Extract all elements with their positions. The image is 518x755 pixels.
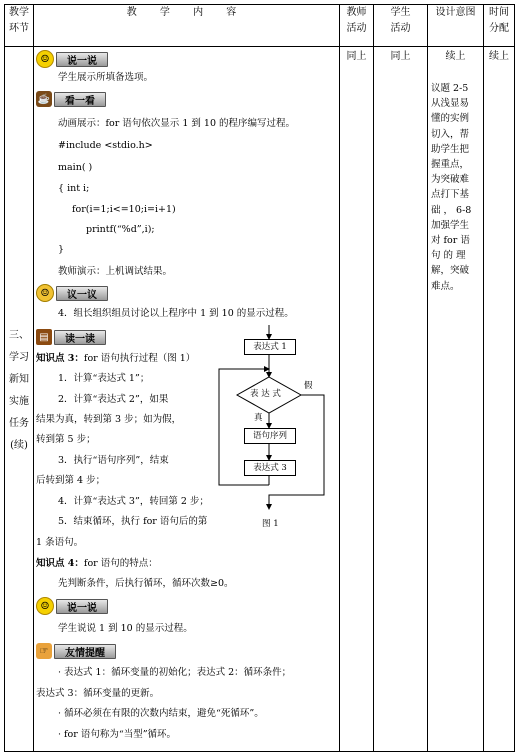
flow-expr3-box: 表达式 3 <box>244 460 296 476</box>
section-shuoyishuo-1: ☺ 说一说 <box>36 51 108 67</box>
flow-stmt-box: 语句序列 <box>244 428 296 444</box>
design-intent-text: 议题 2-5 从浅显易 懂的实例 切入，帮 助学生把 握重点， 为突破难 点打下基 础 ， 6-8 加强学生 对 for 语 句 的 理 解，突破 难点。 <box>431 83 472 292</box>
smile-icon: ☺ <box>36 597 54 615</box>
coffee-cup-icon: ☕ <box>36 91 52 107</box>
flow-true-label: 真 <box>254 413 263 423</box>
header-stage: 教学 环节 <box>5 5 34 47</box>
section-shuoyishuo-2: ☺ 说一说 <box>36 598 108 614</box>
header-teacher: 教师 活动 <box>340 5 374 47</box>
section-yiyiyi: ☺ 议一议 <box>36 285 108 301</box>
student-activity-cell: 同上 <box>374 47 428 752</box>
for-loop-flowchart <box>34 47 340 587</box>
section-tishi: ☞ 友情提醒 <box>36 643 116 659</box>
stage-cell: 三、 学习 新知 实施 任务 (续) <box>5 47 34 752</box>
header-student: 学生 活动 <box>374 5 428 47</box>
flowchart-lines <box>34 47 340 587</box>
flow-expr2-label: 表 达 式 <box>250 389 281 399</box>
pointing-hand-icon: ☞ <box>36 643 52 659</box>
book-icon: ▤ <box>36 329 52 345</box>
flow-false-label: 假 <box>304 381 313 391</box>
flow-expr1-box: 表达式 1 <box>244 339 296 355</box>
content-cell: ☺ 说一说 学生展示所填备选项。 ☕ 看一看 动画展示：for 语句依次显示 1 到 10 的程序编写过程。 #include <stdio.h> main( ) { int i; for(i=1;i<=10;i=i+1) printf(“%d”,i); } 教师演示：上机调试结果。 ☺ 议一议 4．组长组织组员讨论以上程序中 1 到 10 的显示过程。 ▤ 读一读 知识点 3：for 语句执行过程（图 1） 1．计算“表达式 1”； 2．计算“表达式 2”，如果 结果为真，转到第 3 步；如为假， 转到第 5 步； 3．执行“语句序列”，结束 后转到第 4 步； 4．计算“表达式 3”，转回第 2 步； 5．结束循环，执行 for 语句后的第 1 条语句。 表达式 1 表 达 式 真 假 语句序列 表达式 3 图 1 知识点 4：for 语句的特点： 先判断条件，后执行循环，循环次数≥0。 ☺ 说一说 学生说说 1 到 10 的显示过程。 ☞ 友情提醒 · 表达式 1：循环变量的初始化；表达式 2：循环条件； 表达式 3：循环变量的更新。 · 循环必须在有限的次数内结束，避免“死循环”。 · for 语句称为“当型”循环。 <box>34 47 340 752</box>
header-row <box>5 5 515 47</box>
header-content: 教 学 内 容 <box>34 5 340 47</box>
lesson-plan-table <box>4 4 515 752</box>
thinking-face-icon: ☺ <box>36 284 54 302</box>
design-intent-cell: 续上 议题 2-5 从浅显易 懂的实例 切入，帮 助学生把 握重点， 为突破难 点打下基 础 ， 6-8 加强学生 对 for 语 句 的 理 解，突破 难点。 <box>428 47 484 752</box>
header-time: 时间 分配 <box>484 5 515 47</box>
body-row <box>5 47 515 752</box>
teacher-activity-cell: 同上 <box>340 47 374 752</box>
flow-caption: 图 1 <box>262 519 279 529</box>
header-design: 设计意图 <box>428 5 484 47</box>
smile-icon: ☺ <box>36 50 54 68</box>
time-cell: 续上 <box>484 47 515 752</box>
stage-label: 三、 <box>9 330 29 341</box>
section-kanyikan: ☕ 看一看 <box>36 91 106 107</box>
section-dudu: ▤ 读一读 <box>36 329 106 345</box>
